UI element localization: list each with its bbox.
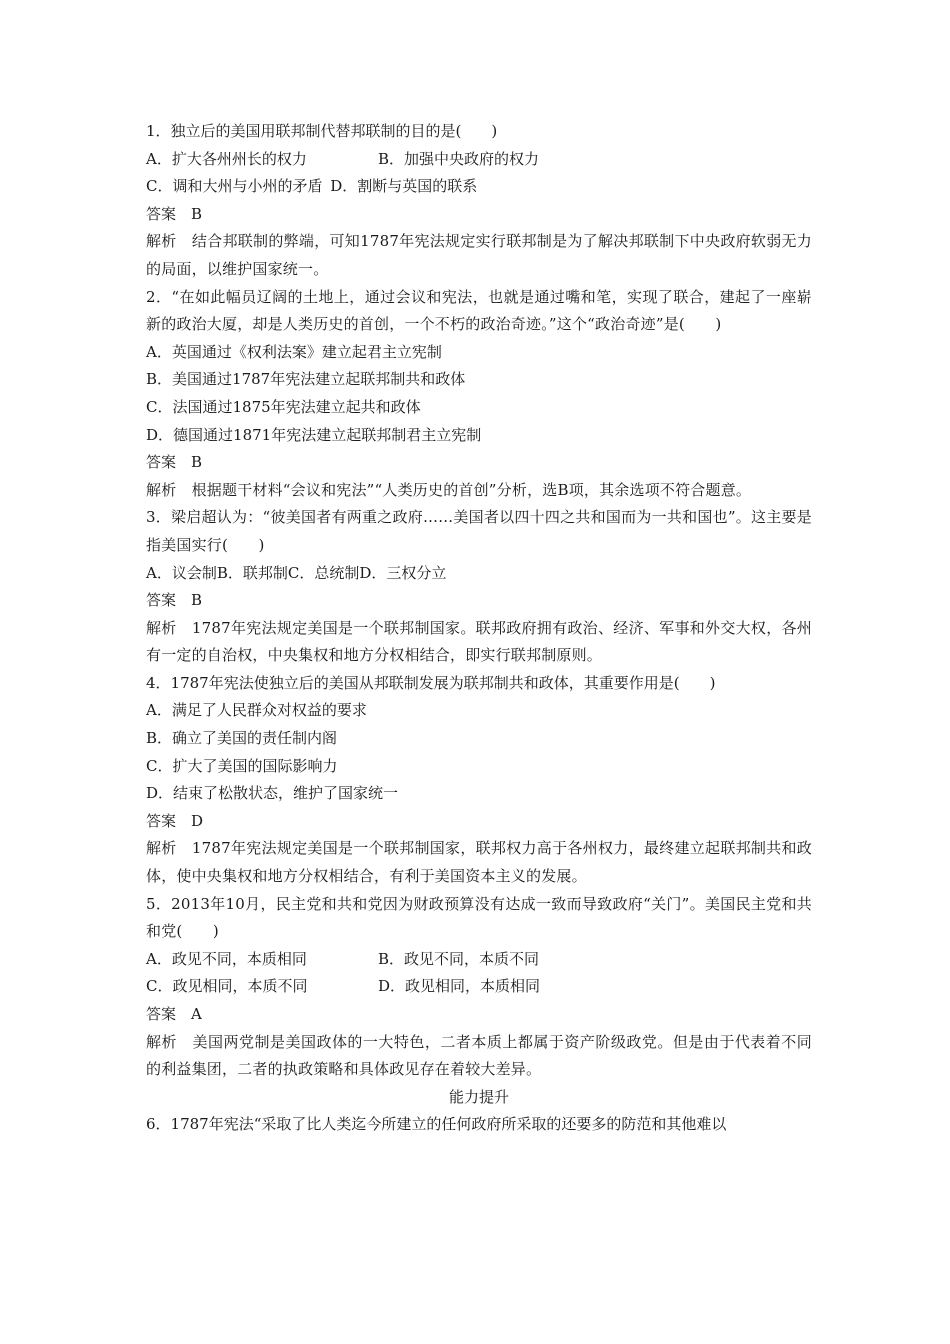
answer: 答案 B xyxy=(146,204,203,223)
question-stem: 4．1787年宪法使独立后的美国从邦联制发展为联邦制共和政体，其重要作用是( ) xyxy=(146,673,716,692)
analysis: 解析 1787年宪法规定美国是一个联邦制国家。联邦政府拥有政治、经济、军事和外交大权，各州有一定的自治权，中央集权和地方分权相结合，即实行联邦制原则。 xyxy=(146,618,812,665)
options-row xyxy=(146,946,812,974)
question-stem: 1．独立后的美国用联邦制代替邦联制的目的是( ) xyxy=(146,122,498,140)
question-5 xyxy=(146,891,812,1084)
analysis: 解析 结合邦联制的弊端，可知1787年宪法规定实行联邦制是为了解决邦联制下中央政府软弱无力的局面，以维护国家统一。 xyxy=(146,232,812,278)
answer: 答案 B xyxy=(146,453,203,472)
option-c: C．政见相同，本质不同 xyxy=(146,977,308,996)
option-a: A．满足了人民群众对权益的要求 xyxy=(146,701,367,720)
option-c: C．法国通过1875年宪法建立起共和政体 xyxy=(146,397,421,416)
answer: 答案 B xyxy=(146,591,203,610)
options-inline: A．议会制B．联邦制C．总统制D．三权分立 xyxy=(146,563,447,582)
option-a: A．英国通过《权利法案》建立起君主立宪制 xyxy=(146,342,442,361)
analysis: 解析 美国两党制是美国政体的一大特色，二者本质上都属于资产阶级政党。但是由于代表着不同的利益集团，二者的执政策略和具体政见存在着较大差异。 xyxy=(146,1032,812,1079)
option-b: B．美国通过1787年宪法建立起联邦制共和政体 xyxy=(146,370,466,389)
question-6-stem: 6．1787年宪法“采取了比人类迄今所建立的任何政府所采取的还要多的防范和其他难以 xyxy=(146,1115,727,1134)
question-stem: 5．2013年10月，民主党和共和党因为财政预算没有达成一致而导致政府“关门”。美国民主党和共和党( ) xyxy=(146,894,812,941)
option-b: B．政见不同，本质不同 xyxy=(378,949,540,968)
question-3 xyxy=(146,504,812,670)
answer: 答案 A xyxy=(146,1005,202,1023)
option-c: C．扩大了美国的国际影响力 xyxy=(146,756,338,775)
options-row xyxy=(146,173,812,201)
section-heading: 能力提升 xyxy=(448,1087,509,1106)
option-a: A．扩大各州州长的权力 xyxy=(146,149,307,168)
analysis: 解析 1787年宪法规定美国是一个联邦制国家，联邦权力高于各州权力，最终建立起联邦制共和政体，使中央集权和地方分权相结合，有利于美国资本主义的发展。 xyxy=(146,839,812,886)
options-row xyxy=(146,146,812,174)
question-2 xyxy=(146,284,812,505)
option-d: D．德国通过1871年宪法建立起联邦制君主立宪制 xyxy=(146,425,482,444)
option-b: B．加强中央政府的权力 xyxy=(378,149,540,168)
option-d: D．结束了松散状态，维护了国家统一 xyxy=(146,784,399,803)
option-b: B．确立了美国的责任制内阁 xyxy=(146,729,338,748)
question-stem: 3．梁启超认为：“彼美国者有两重之政府……美国者以四十四之共和国而为一共和国也”。这主要是指美国实行( ) xyxy=(146,508,812,554)
option-d: D．割断与英国的联系 xyxy=(330,177,478,196)
option-c: C．调和大州与小州的矛盾 xyxy=(146,177,323,196)
option-d: D．政见相同，本质相同 xyxy=(378,977,541,996)
answer: 答案 D xyxy=(146,811,204,830)
analysis: 解析 根据题干材料“会议和宪法”“人类历史的首创”分析，选B项，其余选项不符合题意。 xyxy=(146,480,752,499)
option-a: A．政见不同，本质相同 xyxy=(146,949,307,968)
document-page xyxy=(146,118,812,1139)
question-1 xyxy=(146,118,812,284)
question-4 xyxy=(146,670,812,891)
options-row xyxy=(146,973,812,1001)
question-stem: 2．“在如此幅员辽阔的土地上，通过会议和宪法，也就是通过嘴和笔，实现了联合，建起了一座崭新的政治大厦，却是人类历史的首创，一个不朽的政治奇迹。”这个“政治奇迹”是( ) xyxy=(146,287,812,334)
